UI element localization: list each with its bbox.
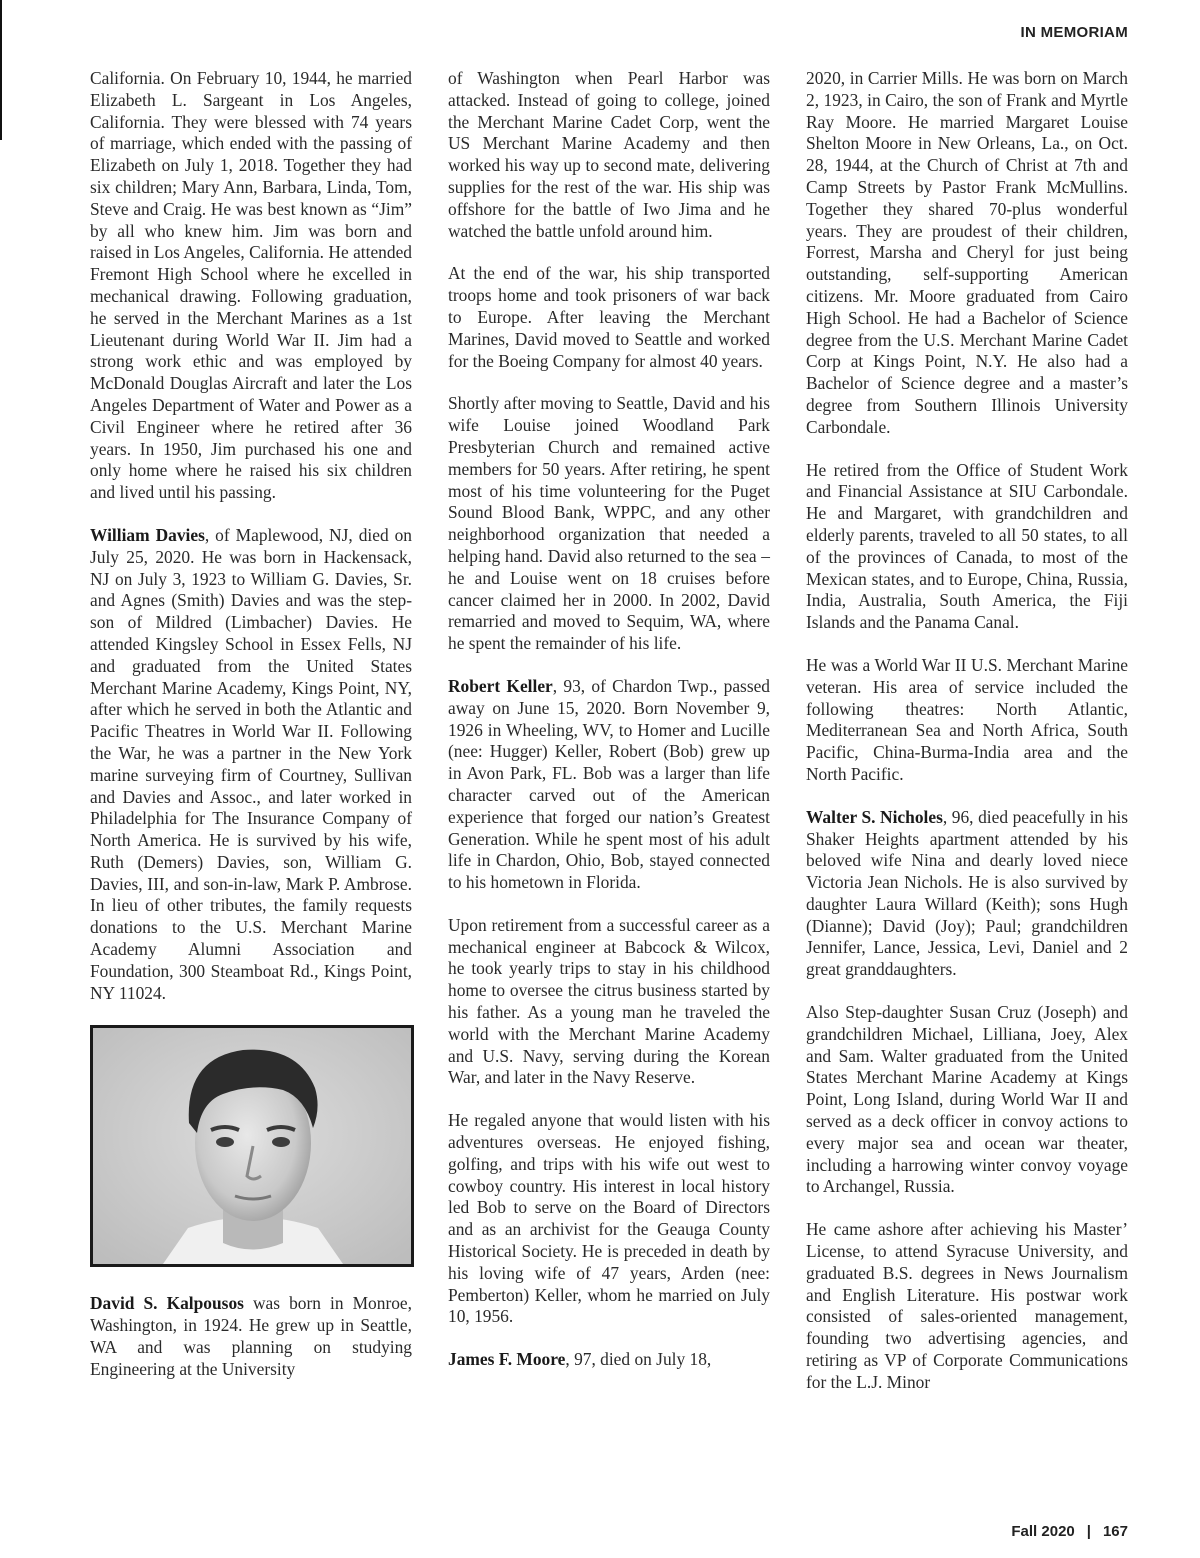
obituary-paragraph: of Washington when Pearl Harbor was attacked. Instead of going to college, joined the Merchant Marine Cadet Corp, went the US Merchant Marine Academy and then worked his way up to second mate, delivering supplies for the rest of the war. His ship was offshore for the battle of Iwo Jima and he watched the battle unfold around him. xyxy=(448,68,770,241)
obituary-paragraph: 2020, in Carrier Mills. He was born on March 2, 1923, in Cairo, the son of Frank and Myrtle Ray Moore. He married Margaret Louise Shelton Moore in New Orleans, La., on Oct. 28, 1944, at the Church of Christ at 7th and Camp Streets by Pastor Frank McMullins. Together they shared 70-plus wonderful years. They are proudest of their children, Forrest, Marsha and Cheryl for just being outstanding, self-supporting American citizens. Mr. Moore graduated from Cairo High School. He had a Bachelor of Science degree from the U.S. Merchant Marine Cadet Corp at Kings Point, N.Y. He also had a Bachelor of Science degree and a master’s degree from Southern Illinois University Carbondale. xyxy=(806,68,1128,437)
page-number: 167 xyxy=(1102,1523,1128,1540)
obituary-text: , 97, died on July 18, xyxy=(565,1349,712,1370)
obituary-text: was born in Monroe, Washington, in 1924. He grew up in Seattle, WA and was planning on studying Engineering at the University xyxy=(90,1293,413,1379)
obituary-william-davies xyxy=(90,525,412,1005)
obituary-walter-nicholes xyxy=(806,807,1128,981)
section-header: IN MEMORIAM xyxy=(1020,24,1128,41)
column-2 xyxy=(448,68,770,1371)
page-edge-mark xyxy=(0,0,2,140)
column-3 xyxy=(806,68,1128,1394)
obituary-paragraph: He came ashore after achieving his Master’ License, to attend Syracuse University, and graduated B.S. degrees in News Journalism and English Literature. His postwar work consisted of sales-oriented management, founding two advertising agencies, and retiring as VP of Corporate Communications for the L.J. Minor xyxy=(806,1219,1128,1392)
obituary-name: William Davies xyxy=(90,524,205,545)
obituary-paragraph: He was a World War II U.S. Merchant Marine veteran. His area of service included the following theatres: North Atlantic, Mediterranean Sea and North Africa, South Pacific, China-Burma-India area and the North Pacific. xyxy=(806,654,1128,784)
column-1 xyxy=(90,68,412,1381)
obituary-text: , of Maplewood, NJ, died on July 25, 2020. He was born in Hackensack, NJ on July 3, 1923 to William G. Davies, Sr. and Agnes (Smith) Davies and was the step-son of Mildred (Limbacher) Davies. He attended Kingsley School in Essex Fells, NJ and graduated from the United States Merchant Marine Academy, Kings Point, NY, after which he served in both the Atlantic and Pacific Theatres in World War II. Following the War, he was a partner in the New York marine surveying firm of Courtney, Sullivan and Davies and Assoc., and later worked in Philadelphia for The Insurance Company of North America. He is survived by his wife, Ruth (Demers) Davies, son, William G. Davies, III, and son-in-law, Mark P. Ambrose. In lieu of other tributes, the family requests donations to the U.S. Merchant Marine Academy Alumni Association and Foundation, 300 Steamboat Rd., Kings Point, NY 11024. xyxy=(90,524,413,1003)
issue-label: Fall 2020 xyxy=(1011,1523,1075,1540)
obituary-name: Walter S. Nicholes xyxy=(806,806,943,827)
obituary-robert-keller xyxy=(448,676,770,894)
portrait-photo xyxy=(90,1025,414,1267)
obituary-paragraph: Shortly after moving to Seattle, David and his wife Louise joined Woodland Park Presbyterian Church and remained active members for 50 years. After retiring, he spent most of his time volunteering for the Puget Sound Blood Bank, WPPC, and any other neighborhood organization that needed a helping hand. David also returned to the sea – he and Louise went on 18 cruises before cancer claimed her in 2000. In 2002, David remarried and moved to Sequim, WA, where he spent the remainder of his life. xyxy=(448,393,770,654)
obituary-paragraph: Upon retirement from a successful career as a mechanical engineer at Babcock & Wilcox, he took yearly trips to stay in his childhood home to oversee the citrus business started by his father. As a young man he traveled the world with the Merchant Marine Academy and U.S. Navy, serving during the Korean War, and later in the Navy Reserve. xyxy=(448,914,770,1088)
obituary-name: David S. Kalpousos xyxy=(90,1293,244,1314)
footer-separator: | xyxy=(1086,1523,1091,1540)
obituary-james-moore xyxy=(448,1349,770,1371)
obituary-text: , 96, died peacefully in his Shaker Heights apartment attended by his beloved wife Nina and dearly loved niece Victoria Jean Nichols. He is also survived by daughter Laura Willard (Keith); sons Hugh (Dianne); David (Joy); Paul; grandchildren Jennifer, Lance, Jessica, Levi, Daniel and 2 great granddaughters. xyxy=(806,806,1128,980)
obituary-paragraph: He regaled anyone that would listen with his adventures overseas. He enjoyed fishing, golfing, and trips with his wife out west to cowboy country. His interest in local history led Bob to serve on the Board of Directors and as an archivist for the Geauga County Historical Society. He is preceded in death by his loving wife of 47 years, Arden (nee: Pemberton) Keller, whom he married on July 10, 1956. xyxy=(448,1110,770,1327)
obituary-text: , 93, of Chardon Twp., passed away on June 15, 2020. Born November 9, 1926 in Wheeling, WV, to Homer and Lucille (nee: Hugger) Keller, Robert (Bob) grew up in Avon Park, FL. Bob was a larger than life character carved out of the American experience that forged our nation’s Greatest Generation. While he spent most of his adult life in Chardon, Ohio, Bob, stayed connected to his hometown in Florida. xyxy=(448,675,770,893)
obituary-david-kalpousos xyxy=(90,1293,412,1380)
obituary-name: James F. Moore xyxy=(448,1349,566,1370)
obituary-paragraph: At the end of the war, his ship transported troops home and took prisoners of war back to Europe. After leaving the Merchant Marines, David moved to Seattle and worked for the Boeing Company for almost 40 years. xyxy=(448,263,770,371)
portrait-image xyxy=(93,1028,411,1264)
page-footer xyxy=(1011,1523,1128,1540)
obituary-name: Robert Keller xyxy=(448,675,553,696)
obituary-paragraph: Also Step-daughter Susan Cruz (Joseph) and grandchildren Michael, Lilliana, Joey, Alex and Sam. Walter graduated from the United States Merchant Marine Academy at Kings Point, Long Island, during World War II and served as a deck officer in convoy actions to every major sea and ocean war theater, including a harrowing winter convoy voyage to Archangel, Russia. xyxy=(806,1002,1128,1197)
obituary-paragraph: He retired from the Office of Student Work and Financial Assistance at SIU Carbondale. He and Margaret, with grandchildren and elderly parents, traveled to all 50 states, to all of the provinces of Canada, to most of the Mexican states, and to Europe, China, Russia, India, Australia, South America, the Fiji Islands and the Panama Canal. xyxy=(806,459,1128,633)
obituary-paragraph: California. On February 10, 1944, he married Elizabeth L. Sargeant in Los Angeles, California. They were blessed with 74 years of marriage, which ended with the passing of Elizabeth on July 1, 2018. Together they had six children; Mary Ann, Barbara, Linda, Tom, Steve and Craig. He was best known as “Jim” by all who knew him. Jim was born and raised in Los Angeles, California. He attended Fremont High School where he excelled in mechanical drawing. Following graduation, he served in the Merchant Marines as a 1st Lieutenant during World War II. Jim had a strong work ethic and was employed by McDonald Douglas Aircraft and later the Los Angeles Department of Water and Power as a Civil Engineer where he retired after 36 years. In 1950, Jim purchased his one and only home where he raised his six children and lived until his passing. xyxy=(90,68,412,503)
